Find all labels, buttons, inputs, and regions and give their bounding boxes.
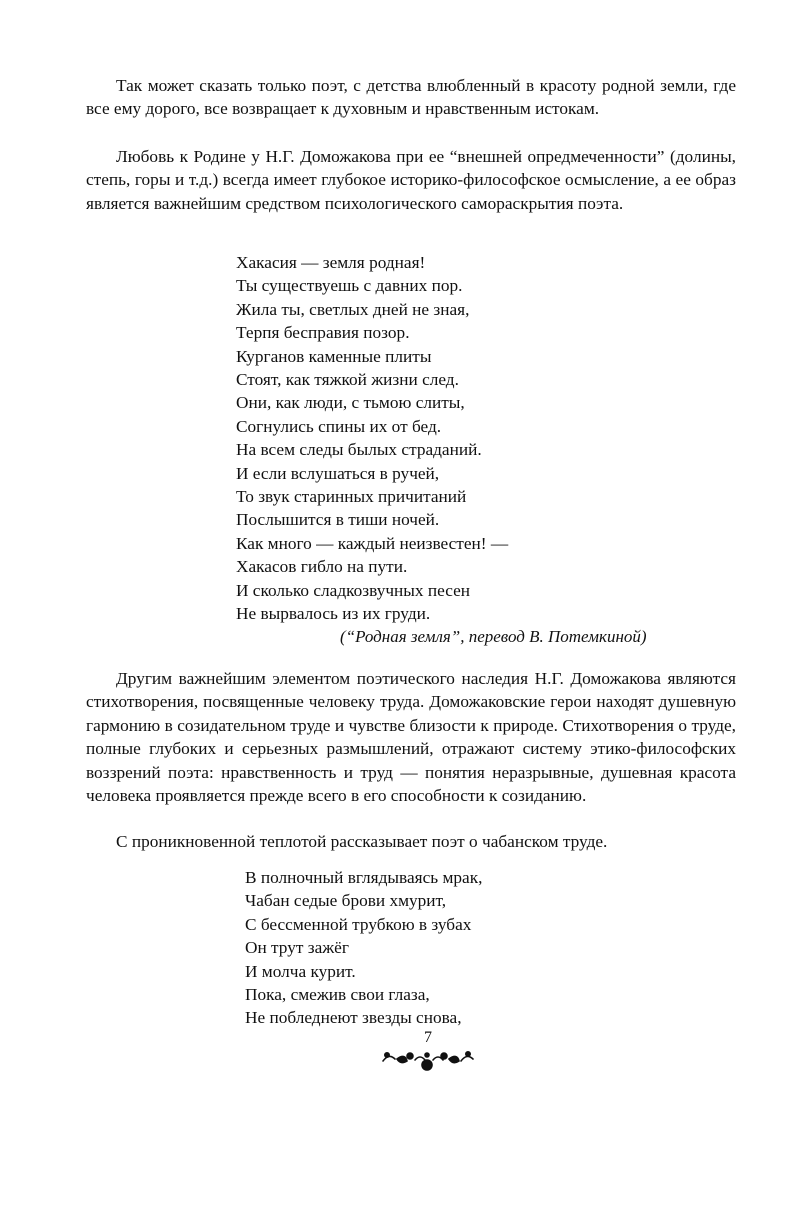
page-number: 7 — [424, 1029, 432, 1046]
poem-2 — [245, 866, 482, 1030]
poem-line: Терпя бесправия позор. — [236, 323, 410, 343]
paragraph-3: Другим важнейшим элементом поэтического наследия Н.Г. Доможакова являются стихотворения, посвященные человеку труда. Доможаковские герои находят душевную гармонию в созидательном труде и чувстве близости к природе. Стихотворения о труде, полные глубоких и серьезных размышлений, отражают систему этико-философских воззрений поэта: нравственность и труд — понятия неразрывные, душевная красота человека проявляется прежде всего в его способности к созиданию. — [86, 669, 736, 806]
poem-line: Ты существуешь с давних пор. — [236, 276, 463, 296]
paragraph-1: Так может сказать только поэт, с детства влюбленный в красоту родной земли, где все ему дорого, все возвращает к духовным и нравственным истокам. — [86, 76, 736, 119]
poem-line: В полночный вглядываясь мрак, — [245, 868, 483, 887]
poem-line: На всем следы былых страданий. — [236, 440, 482, 460]
poem-line: И молча курит. — [245, 961, 356, 981]
poem-line: Согнулись спины их от бед. — [236, 416, 442, 436]
poem-line: Курганов каменные плиты — [236, 346, 432, 366]
poem-line: Не побледнеют звезды снова, — [245, 1008, 462, 1028]
poem-line: То звук старинных причитаний — [236, 487, 467, 507]
floral-ornament-icon — [379, 1043, 475, 1075]
poem-line: Пока, смежив свои глаза, — [245, 985, 430, 1005]
poem-line: Хакасия — земля родная! — [236, 253, 426, 272]
poem-1 — [236, 251, 508, 626]
poem-line: Жила ты, светлых дней не зная, — [236, 299, 470, 319]
poem-attribution: (“Родная земля”, перевод В. Потемкиной) — [340, 627, 647, 646]
poem-line: С бессменной трубкою в зубах — [245, 914, 472, 934]
poem-line: Как много — каждый неизвестен! — — [236, 533, 509, 553]
poem-line: Послышится в тиши ночей. — [236, 510, 440, 530]
poem-line: И сколько сладкозвучных песен — [236, 580, 470, 600]
paragraph-4: С проникновенной теплотой рассказывает поэт о чабанском труде. — [116, 832, 608, 851]
paragraph-2: Любовь к Родине у Н.Г. Доможакова при ее “внешней опредмеченности” (долины, степь, горы и т.д.) всегда имеет глубокое историко-философское осмысление, а ее образ является важнейшим средством психологического самораскрытия поэта. — [86, 147, 736, 213]
poem-line: И если вслушаться в ручей, — [236, 463, 440, 483]
poem-line: Он трут зажёг — [245, 938, 349, 958]
poem-line: Чабан седые брови хмурит, — [245, 891, 447, 911]
poem-line: Они, как люди, с тьмою слиты, — [236, 393, 465, 413]
poem-line: Стоят, как тяжкой жизни след. — [236, 370, 459, 390]
poem-line: Не вырвалось из их груди. — [236, 604, 431, 624]
poem-line: Хакасов гибло на пути. — [236, 557, 408, 577]
